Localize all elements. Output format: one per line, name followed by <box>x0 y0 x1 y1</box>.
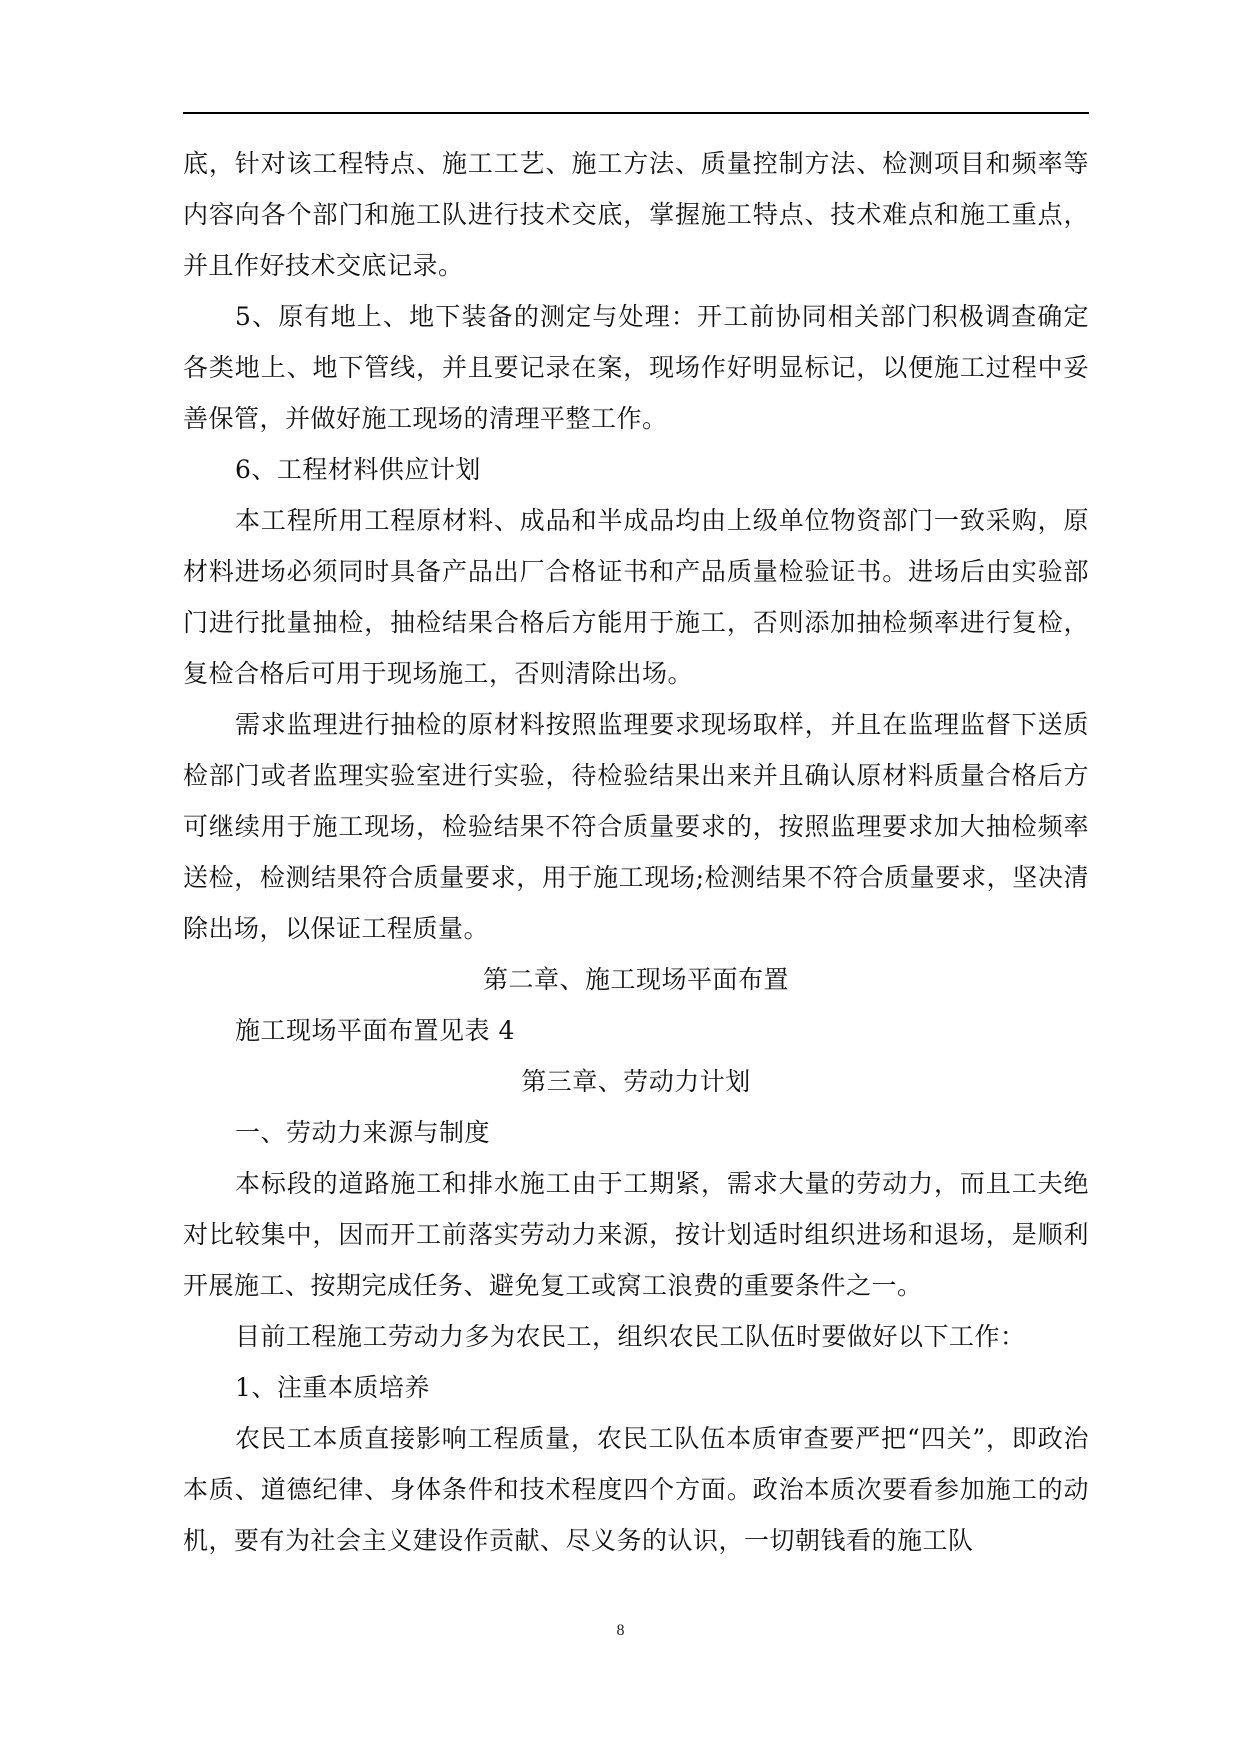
chapter-2-heading: 第二章、施工现场平面布置 <box>482 965 789 994</box>
section-1-heading: 一、劳动力来源与制度 <box>235 1118 491 1147</box>
paragraph-site-layout-ref: 施工现场平面布置见表 4 <box>235 1016 515 1045</box>
paragraph-item-5: 5、原有地上、地下装备的测定与处理：开工前协同相关部门积极调查确定各类地上、地下管线，并且要记录在案，现场作好明显标记，以便施工过程中妥善保管，并做好施工现场的清理平整工作。 <box>183 302 1089 433</box>
paragraph-supervision-sampling: 需求监理进行抽检的原材料按照监理要求现场取样，并且在监理监督下送质检部门或者监理实验室进行实验，待检验结果出来并且确认原材料质量合格后方可继续用于施工现场，检验结果不符合质量要求的，按照监理要求加大抽检频率送检，检测结果符合质量要求，用于施工现场;检测结果不符合质量要求，坚决清除出场，以保证工程质量。 <box>183 710 1089 943</box>
chapter-3-heading: 第三章、劳动力计划 <box>521 1067 751 1096</box>
paragraph-materials-supply: 本工程所用工程原材料、成品和半成品均由上级单位物资部门一致采购，原材料进场必须同时具备产品出厂合格证书和产品质量检验证书。进场后由实验部门进行批量抽检，抽检结果合格后方能用于施工，否则添加抽检频率进行复检，复检合格后可用于现场施工，否则清除出场。 <box>183 506 1089 688</box>
page-number: 8 <box>616 1622 625 1639</box>
paragraph-migrant-workers: 目前工程施工劳动力多为农民工，组织农民工队伍时要做好以下工作： <box>235 1322 1026 1351</box>
paragraph-labor-source: 本标段的道路施工和排水施工由于工期紧，需求大量的劳动力，而且工夫绝对比较集中，因而开工前落实劳动力来源，按计划适时组织进场和退场，是顺利开展施工、按期完成任务、避免复工或窝工浪费的重要条件之一。 <box>183 1169 1089 1300</box>
header-rule <box>183 112 1089 114</box>
subsection-1-heading: 1、注重本质培养 <box>235 1373 430 1402</box>
paragraph-item-6-heading: 6、工程材料供应计划 <box>235 455 481 484</box>
document-body <box>183 138 1089 1566</box>
paragraph-continuation: 底，针对该工程特点、施工工艺、施工方法、质量控制方法、检测项目和频率等内容向各个部门和施工队进行技术交底，掌握施工特点、技术难点和施工重点，并且作好技术交底记录。 <box>183 149 1089 280</box>
paragraph-worker-quality: 农民工本质直接影响工程质量，农民工队伍本质审查要严把“四关”，即政治本质、道德纪律、身体条件和技术程度四个方面。政治本质次要看参加施工的动机，要有为社会主义建设作贡献、尽义务的认识，一切朝钱看的施工队 <box>183 1424 1089 1555</box>
